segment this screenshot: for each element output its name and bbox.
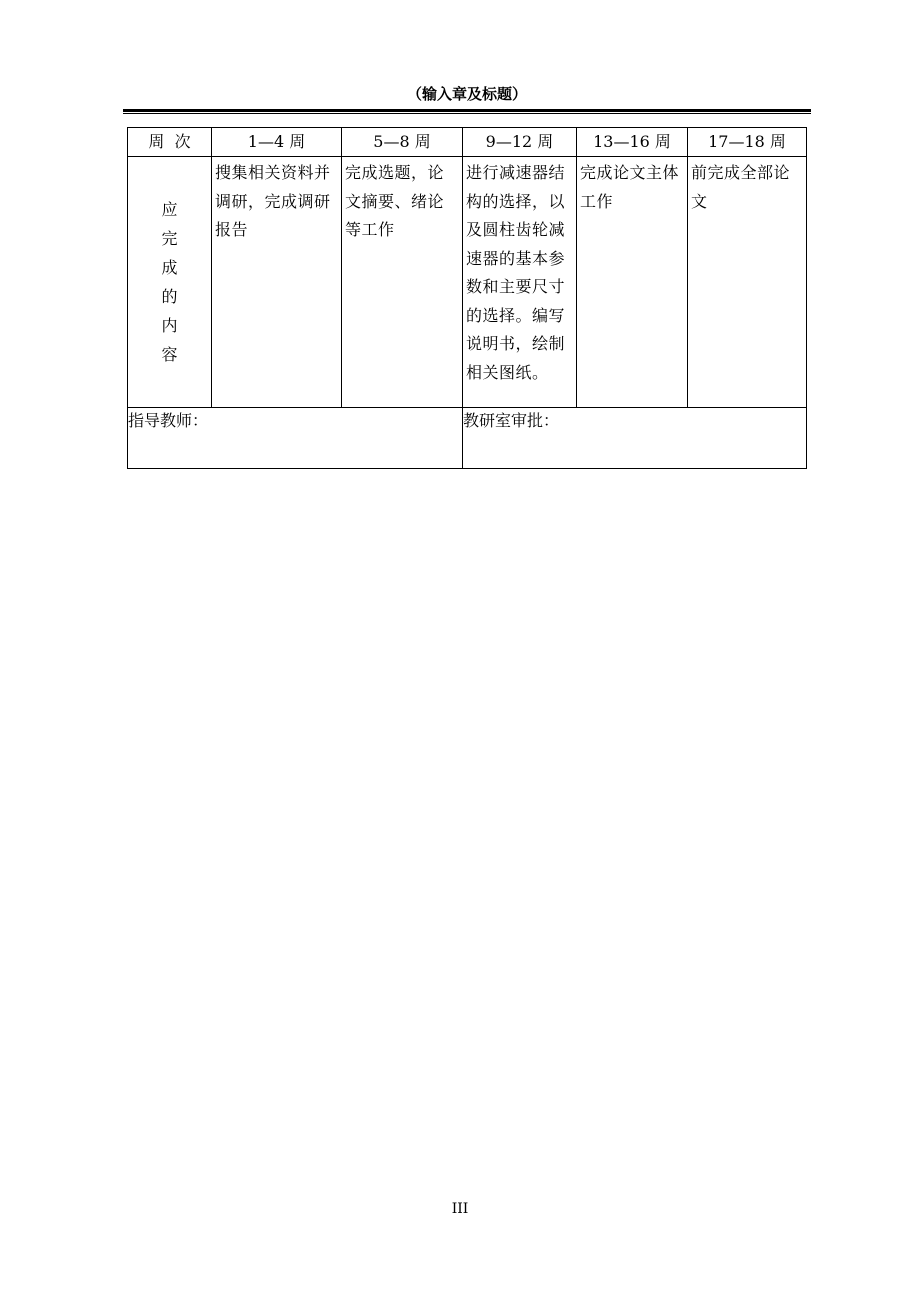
task-weeks-1-4: 搜集相关资料并调研，完成调研报告: [212, 157, 342, 408]
task-weeks-13-16: 完成论文主体工作: [577, 157, 688, 408]
signature-row: [128, 408, 807, 469]
header-weeks-17-18: 17—18 周: [688, 128, 807, 157]
row-label-cell: [128, 157, 212, 408]
page-header: （输入章及标题）: [406, 85, 527, 103]
header-week-label: 周 次: [128, 128, 212, 157]
content-row: [128, 157, 807, 408]
schedule-table: [127, 127, 807, 469]
header-weeks-5-8: 5—8 周: [342, 128, 463, 157]
review-signature-label: 教研室审批：: [463, 408, 807, 469]
header-weeks-9-12: 9—12 周: [463, 128, 577, 157]
table-header-row: [128, 128, 807, 157]
task-weeks-9-12: 进行减速器结构的选择，以及圆柱齿轮减速器的基本参数和主要尺寸的选择。编写说明书，绘制相关图纸。: [463, 157, 577, 408]
task-weeks-5-8: 完成选题，论文摘要、绪论等工作: [342, 157, 463, 408]
row-label: 应完成的内容: [161, 200, 178, 364]
advisor-signature-label: 指导教师：: [128, 408, 463, 469]
task-weeks-17-18: 前完成全部论文: [688, 157, 807, 408]
header-rule: [123, 109, 811, 112]
header-weeks-13-16: 13—16 周: [577, 128, 688, 157]
header-rule-thin: [123, 113, 811, 114]
header-weeks-1-4: 1—4 周: [212, 128, 342, 157]
page-number: III: [451, 1201, 469, 1217]
